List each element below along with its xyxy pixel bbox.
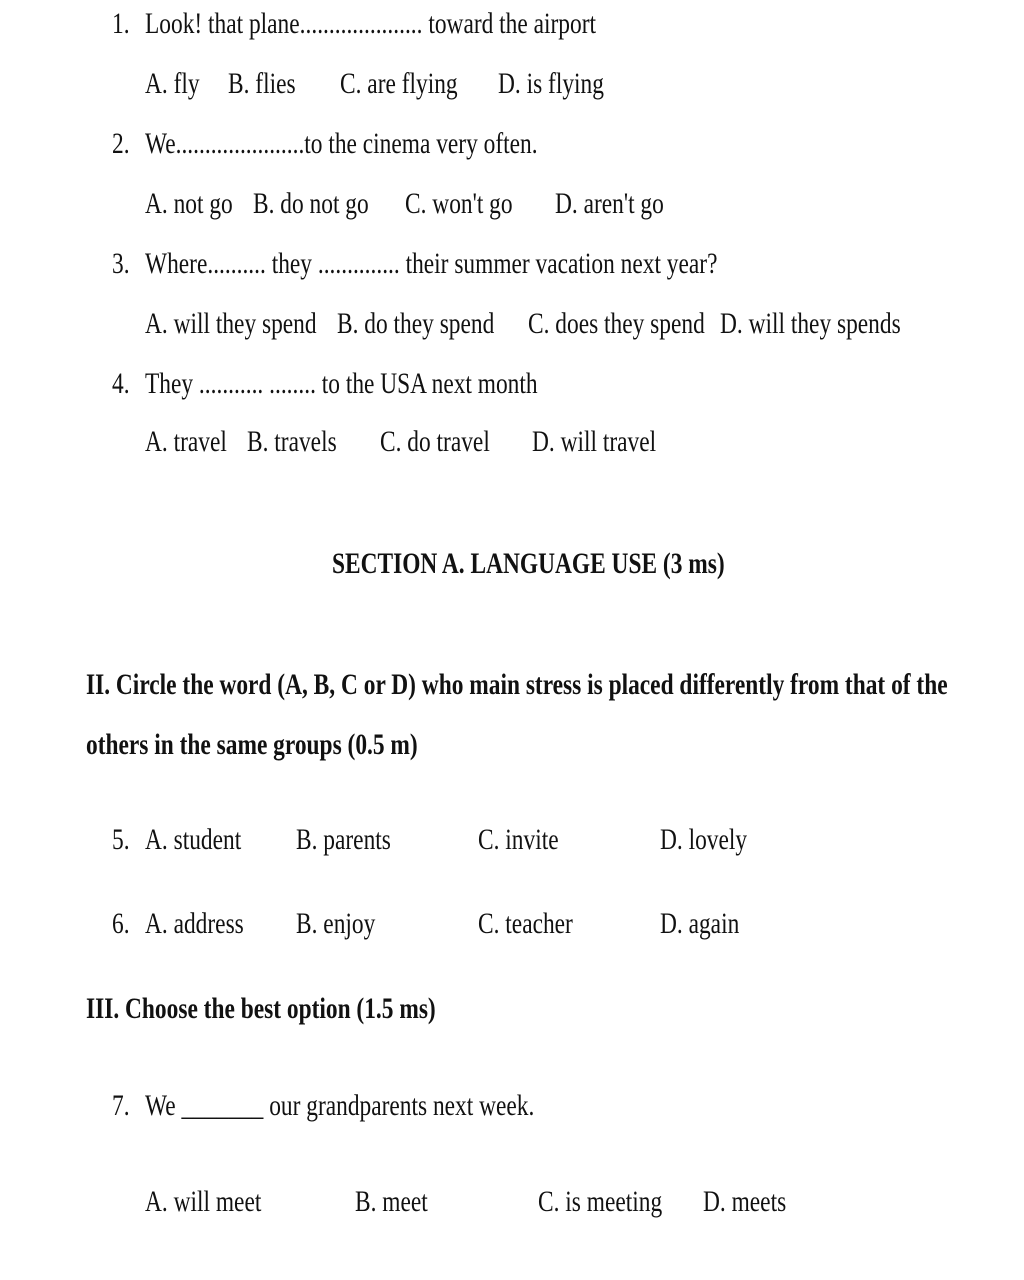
- answer-option: A. travel: [145, 425, 227, 458]
- section-title: SECTION A. LANGUAGE USE (3 ms): [332, 547, 725, 580]
- answer-option: A. address: [145, 907, 244, 940]
- answer-option: D. lovely: [660, 823, 748, 856]
- answer-option: A. student: [145, 823, 242, 856]
- answer-option: D. is flying: [498, 67, 604, 100]
- question-stem: We......................to the cinema very often.: [145, 127, 538, 160]
- answer-option: B. parents: [296, 823, 391, 856]
- answer-option: D. again: [660, 907, 740, 940]
- part2-instruction-line2: others in the same groups (0.5 m): [86, 728, 418, 761]
- part2-instruction-line1: II. Circle the word (A, B, C or D) who main stress is placed differently from that of the: [86, 668, 948, 701]
- answer-option: C. is meeting: [538, 1185, 663, 1218]
- answer-option: B. flies: [228, 67, 296, 100]
- answer-option: B. meet: [355, 1185, 428, 1218]
- answer-option: C. does they spend: [528, 307, 705, 340]
- question-number: 5.: [112, 823, 130, 856]
- question-stem: We _______ our grandparents next week.: [145, 1089, 535, 1122]
- answer-option: D. meets: [703, 1185, 787, 1218]
- answer-option: B. do they spend: [337, 307, 495, 340]
- question-number: 2.: [112, 127, 130, 160]
- answer-option: D. will travel: [532, 425, 657, 458]
- answer-option: D. will they spends: [720, 307, 901, 340]
- question-stem: They ........... ........ to the USA next month: [145, 367, 538, 400]
- question-number: 7.: [112, 1089, 130, 1122]
- question-number: 1.: [112, 7, 130, 40]
- answer-option: C. teacher: [478, 907, 573, 940]
- answer-option: C. do travel: [380, 425, 490, 458]
- answer-option: C. invite: [478, 823, 559, 856]
- answer-option: D. aren't go: [555, 187, 664, 220]
- question-number: 3.: [112, 247, 130, 280]
- answer-option: B. travels: [247, 425, 337, 458]
- answer-option: C. won't go: [405, 187, 513, 220]
- question-number: 6.: [112, 907, 130, 940]
- part3-instruction: III. Choose the best option (1.5 ms): [86, 992, 436, 1025]
- answer-option: A. not go: [145, 187, 233, 220]
- answer-option: C. are flying: [340, 67, 458, 100]
- question-stem: Where.......... they .............. their summer vacation next year?: [145, 247, 718, 280]
- answer-option: B. do not go: [253, 187, 369, 220]
- question-number: 4.: [112, 367, 130, 400]
- answer-option: A. fly: [145, 67, 200, 100]
- answer-option: A. will meet: [145, 1185, 262, 1218]
- answer-option: B. enjoy: [296, 907, 376, 940]
- answer-option: A. will they spend: [145, 307, 317, 340]
- question-stem: Look! that plane..................... toward the airport: [145, 7, 596, 40]
